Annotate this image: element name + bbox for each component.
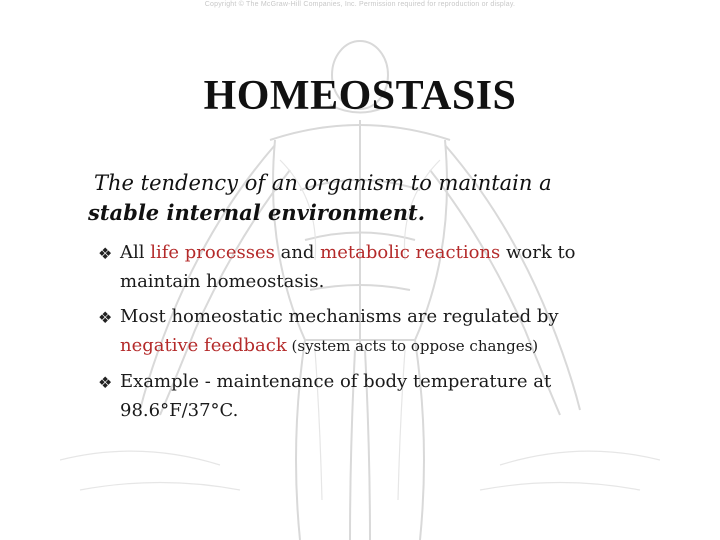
diamond-bullet-icon: ❖ [98, 244, 113, 263]
bullet-item [98, 302, 678, 361]
diamond-bullet-icon: ❖ [98, 373, 113, 392]
bullet-text: 98.6°F/37°C. [120, 400, 239, 421]
bullet-text: All [120, 242, 151, 263]
definition-line-2: stable internal environment. [88, 200, 426, 225]
diamond-bullet-icon: ❖ [98, 308, 113, 327]
bullet-item [98, 238, 678, 296]
highlight-term: metabolic reactions [320, 242, 501, 263]
bullet-list [98, 238, 678, 431]
bullet-note: (system acts to oppose changes) [286, 337, 539, 355]
bullet-text: work to [500, 242, 576, 263]
bullet-text: maintain homeostasis. [120, 271, 325, 292]
bullet-item [98, 367, 678, 425]
definition-line-1: The tendency of an organism to maintain a [94, 171, 552, 195]
highlight-term: negative feedback [120, 335, 287, 356]
slide-title: HOMEOSTASIS [203, 73, 517, 119]
bullet-text: Example - maintenance of body temperature at [120, 371, 552, 392]
definition-text [88, 168, 678, 228]
bullet-text: Most homeostatic mechanisms are regulated by [120, 306, 559, 327]
copyright-notice: Copyright © The McGraw-Hill Companies, Inc. Permission required for reproduction or display. [204, 1, 516, 8]
bullet-text: and [274, 242, 321, 263]
highlight-term: life processes [150, 242, 275, 263]
